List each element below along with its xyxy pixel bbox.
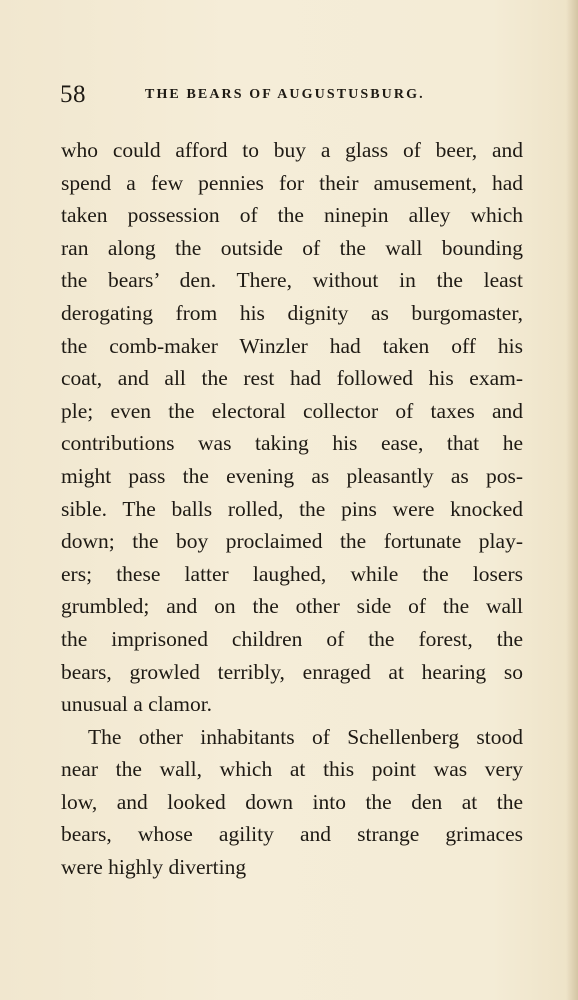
text-line: grumbled; and on the other side of the wall (61, 594, 523, 619)
text-line: bears, whose agility and strange grimaces (61, 822, 523, 847)
text-line: the imprisoned children of the forest, the (61, 626, 523, 651)
text-line: near the wall, which at this point was very (61, 757, 523, 782)
page-header (60, 80, 530, 110)
text-line: sible. The balls rolled, the pins were knocked (61, 496, 523, 521)
text-line: ers; these latter laughed, while the losers (61, 561, 523, 586)
text-line: derogating from his dignity as burgomaster, (61, 300, 523, 325)
text-line: spend a few pennies for their amusement, had (61, 170, 523, 195)
text-line: who could afford to buy a glass of beer, and (61, 138, 523, 162)
text-line: ple; even the electoral collector of taxes and (61, 398, 523, 423)
text-line: bears, growled terribly, enraged at hearing so (61, 659, 523, 684)
text-line: ran along the outside of the wall bounding (61, 235, 523, 260)
page-edge-shadow (566, 0, 578, 1000)
text-line: the bears’ den. There, without in the least (61, 268, 523, 293)
text-line: low, and looked down into the den at the (61, 789, 523, 814)
body-text (61, 134, 523, 884)
text-line: down; the boy proclaimed the fortunate play- (61, 529, 523, 554)
paragraph-end-line: were highly diverting (61, 855, 247, 880)
paragraph-end-line: unusual a clamor. (61, 692, 213, 717)
text-line: taken possession of the ninepin alley which (61, 203, 523, 228)
page-number: 58 (60, 81, 86, 108)
text-line: contributions was taking his ease, that he (61, 431, 523, 456)
text-line: might pass the evening as pleasantly as pos- (61, 463, 523, 488)
running-head: THE BEARS OF AUGUSTUSBURG. (145, 87, 425, 102)
text-line: coat, and all the rest had followed his exam- (61, 366, 523, 391)
paragraph-start-line: The other inhabitants of Schellenberg stood (88, 724, 523, 749)
text-line: the comb-maker Winzler had taken off his (61, 333, 523, 358)
